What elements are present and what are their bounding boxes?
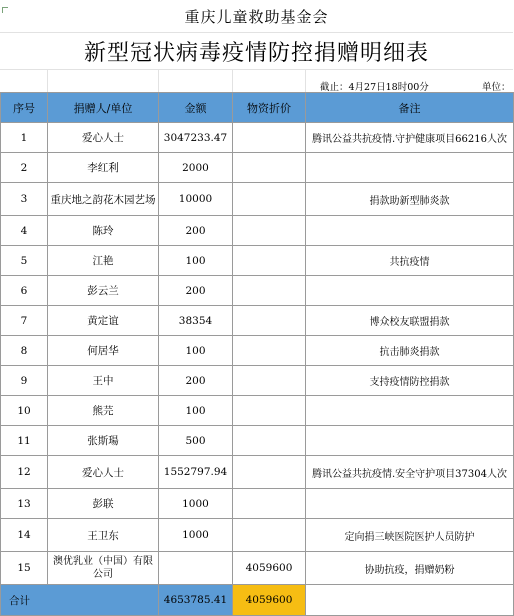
- cell-goods[interactable]: [233, 456, 306, 489]
- table-row: [1, 552, 514, 585]
- cell-remark[interactable]: [306, 489, 514, 519]
- cutoff-time[interactable]: 截止：4月27日18时00分: [320, 82, 429, 93]
- cell-remark[interactable]: [306, 276, 514, 306]
- cell-amount[interactable]: [159, 552, 233, 585]
- cell-remark[interactable]: 共抗疫情: [306, 246, 514, 276]
- cell-goods[interactable]: [233, 123, 306, 153]
- cell-amount[interactable]: 200: [159, 276, 233, 306]
- column-header-remark[interactable]: 备注: [306, 93, 514, 123]
- cell-goods[interactable]: [233, 489, 306, 519]
- cell-remark[interactable]: [306, 426, 514, 456]
- sheet-title[interactable]: 新型冠状病毒疫情防控捐赠明细表: [0, 33, 513, 70]
- cell-goods[interactable]: [233, 183, 306, 216]
- cell-remark[interactable]: 定向捐三峡医院医护人员防护: [306, 519, 514, 552]
- cell-goods[interactable]: [233, 519, 306, 552]
- cell-goods[interactable]: [233, 336, 306, 366]
- cell-amount[interactable]: 1552797.94: [159, 456, 233, 489]
- table-row: [1, 366, 514, 396]
- cell-amount[interactable]: 1000: [159, 519, 233, 552]
- table-row: [1, 519, 514, 552]
- column-header-no[interactable]: 序号: [1, 93, 48, 123]
- table-row: [1, 153, 514, 183]
- cell-no[interactable]: 12: [1, 456, 48, 489]
- cell-no[interactable]: 7: [1, 306, 48, 336]
- cell-donor[interactable]: 澳优乳业（中国）有限公司: [48, 552, 159, 585]
- cell-no[interactable]: 10: [1, 396, 48, 426]
- gridline: [158, 70, 159, 92]
- cell-donor[interactable]: 彭云兰: [48, 276, 159, 306]
- cell-donor[interactable]: 熊芫: [48, 396, 159, 426]
- cell-amount[interactable]: 200: [159, 216, 233, 246]
- table-row: [1, 396, 514, 426]
- cell-no[interactable]: 6: [1, 276, 48, 306]
- table-row: [1, 426, 514, 456]
- gridline: [47, 70, 48, 92]
- cell-no[interactable]: 5: [1, 246, 48, 276]
- cell-donor[interactable]: 王中: [48, 366, 159, 396]
- column-header-donor[interactable]: 捐赠人/单位: [48, 93, 159, 123]
- cell-donor[interactable]: 李红利: [48, 153, 159, 183]
- cell-remark[interactable]: 抗击肺炎捐款: [306, 336, 514, 366]
- cell-no[interactable]: 13: [1, 489, 48, 519]
- cell-amount[interactable]: 1000: [159, 489, 233, 519]
- cell-goods[interactable]: [233, 246, 306, 276]
- cell-amount[interactable]: 2000: [159, 153, 233, 183]
- table-row: [1, 216, 514, 246]
- table-row: [1, 183, 514, 216]
- cell-no[interactable]: 1: [1, 123, 48, 153]
- cell-no[interactable]: 9: [1, 366, 48, 396]
- cell-goods[interactable]: [233, 426, 306, 456]
- cell-amount[interactable]: 200: [159, 366, 233, 396]
- cell-no[interactable]: 2: [1, 153, 48, 183]
- cell-amount[interactable]: 100: [159, 246, 233, 276]
- cell-remark[interactable]: 支持疫情防控捐款: [306, 366, 514, 396]
- cell-donor[interactable]: 张斯瑒: [48, 426, 159, 456]
- table-row: [1, 246, 514, 276]
- meta-row: [0, 70, 513, 92]
- cell-amount[interactable]: 500: [159, 426, 233, 456]
- cell-goods[interactable]: [233, 306, 306, 336]
- cell-remark[interactable]: [306, 153, 514, 183]
- cell-amount[interactable]: 100: [159, 396, 233, 426]
- table-row: [1, 489, 514, 519]
- cell-no[interactable]: 4: [1, 216, 48, 246]
- cell-donor[interactable]: 彭联: [48, 489, 159, 519]
- cell-no[interactable]: 8: [1, 336, 48, 366]
- cell-donor[interactable]: 重庆地之韵花木园艺场: [48, 183, 159, 216]
- cell-amount[interactable]: 3047233.47: [159, 123, 233, 153]
- cell-donor[interactable]: 王卫东: [48, 519, 159, 552]
- cell-remark[interactable]: 博众校友联盟捐款: [306, 306, 514, 336]
- gridline: [305, 70, 306, 92]
- cell-goods[interactable]: 4059600: [233, 552, 306, 585]
- column-header-amount[interactable]: 金额: [159, 93, 233, 123]
- table-row: [1, 276, 514, 306]
- cell-no[interactable]: 15: [1, 552, 48, 585]
- cell-no[interactable]: 3: [1, 183, 48, 216]
- table-row: [1, 306, 514, 336]
- cell-goods[interactable]: [233, 153, 306, 183]
- header-row: [1, 93, 514, 123]
- cell-remark[interactable]: 腾讯公益共抗疫情.安全守护项目37304人次: [306, 456, 514, 489]
- cell-goods[interactable]: [233, 366, 306, 396]
- cell-goods[interactable]: [233, 396, 306, 426]
- total-amount[interactable]: 4653785.41: [159, 585, 233, 616]
- cell-remark[interactable]: [306, 216, 514, 246]
- unit-label[interactable]: 单位：: [482, 82, 511, 93]
- cell-amount[interactable]: 10000: [159, 183, 233, 216]
- gridline: [232, 70, 233, 92]
- cell-amount[interactable]: 100: [159, 336, 233, 366]
- total-label[interactable]: 合计: [1, 585, 159, 616]
- total-row: [1, 585, 514, 616]
- cell-donor[interactable]: 爱心人士: [48, 456, 159, 489]
- cell-remark[interactable]: 腾讯公益共抗疫情.守护健康项目66216人次: [306, 123, 514, 153]
- cell-remark[interactable]: 协助抗疫，捐赠奶粉: [306, 552, 514, 585]
- cell-goods[interactable]: [233, 216, 306, 246]
- total-remark[interactable]: [306, 585, 514, 616]
- column-header-goods[interactable]: 物资折价: [233, 93, 306, 123]
- cell-donor[interactable]: 何居华: [48, 336, 159, 366]
- cell-remark[interactable]: 捐款助新型肺炎款: [306, 183, 514, 216]
- cell-amount[interactable]: 38354: [159, 306, 233, 336]
- donation-table: [0, 92, 514, 616]
- cell-donor[interactable]: 陈玲: [48, 216, 159, 246]
- cell-remark[interactable]: [306, 396, 514, 426]
- organization-title[interactable]: 重庆儿童救助基金会: [0, 0, 513, 33]
- cell-donor[interactable]: 黄定谊: [48, 306, 159, 336]
- cell-no[interactable]: 14: [1, 519, 48, 552]
- table-row: [1, 456, 514, 489]
- cell-no[interactable]: 11: [1, 426, 48, 456]
- cell-donor[interactable]: 爱心人士: [48, 123, 159, 153]
- table-row: [1, 336, 514, 366]
- total-goods[interactable]: 4059600: [233, 585, 306, 616]
- cell-goods[interactable]: [233, 276, 306, 306]
- table-row: [1, 123, 514, 153]
- cell-donor[interactable]: 江艳: [48, 246, 159, 276]
